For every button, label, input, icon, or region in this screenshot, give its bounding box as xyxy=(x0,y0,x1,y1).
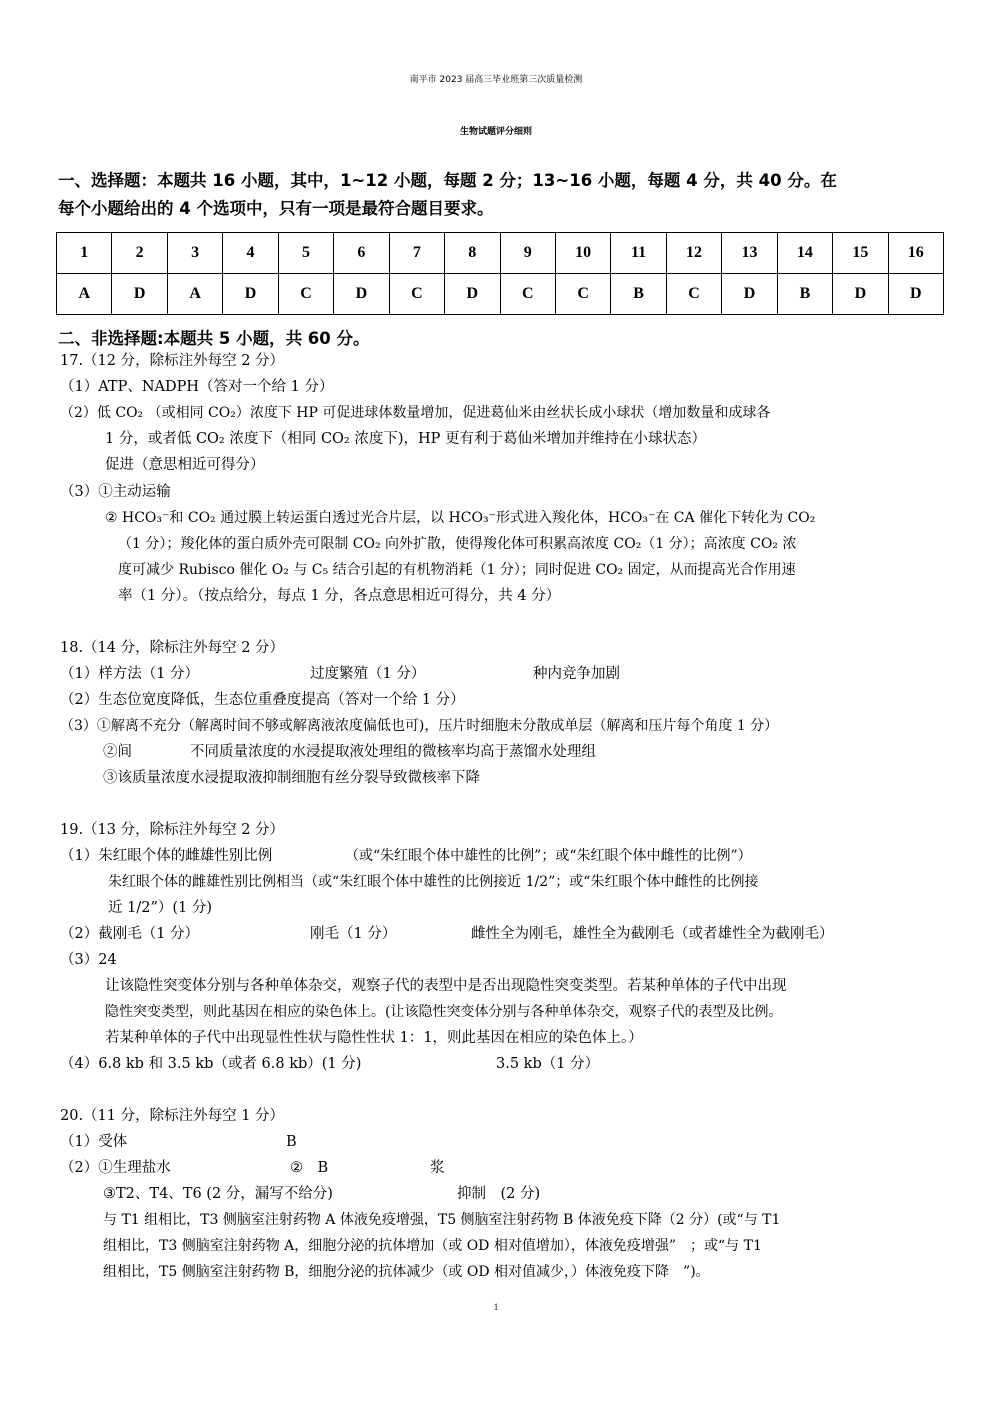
q17-part2-line3: 促进（意思相近可得分） xyxy=(105,457,265,473)
q18-part3-b2: 不同质量浓度的水浸提取液处理组的微核率均高于蒸馏水处理组 xyxy=(190,744,596,760)
question-number-cell: 15 xyxy=(833,233,888,274)
q19-part2-a: （2）截刚毛（1 分） xyxy=(60,926,200,942)
q19-part3-line4: 若某种单体的子代中出现显性性状与隐性性状 1：1，则此基因在相应的染色体上。） xyxy=(105,1030,643,1046)
q18-part1-a: （1）样方法（1 分） xyxy=(60,666,200,682)
q19-part1-a1: （1）朱红眼个体的雌雄性别比例 xyxy=(60,848,273,864)
q20-part1-b: B xyxy=(286,1134,297,1150)
q19-part2-b: 刚毛（1 分） xyxy=(310,926,397,942)
q20-part2-line6: 组相比，T5 侧脑室注射药物 B，细胞分泌的抗体减少（或 OD 相对值减少，）体液免疫下降 ”)。 xyxy=(103,1264,710,1280)
q19-part1-line2: 朱红眼个体的雌雄性别比例相当（或“朱红眼个体中雄性的比例接近 1/2”；或“朱红眼个体中雌性的比例接 xyxy=(108,874,759,890)
answer-cell: D xyxy=(334,274,389,315)
answer-cell: C xyxy=(555,274,610,315)
q18-part2: （2）生态位宽度降低，生态位重叠度提高（答对一个给 1 分） xyxy=(60,692,465,708)
answer-cell: C xyxy=(389,274,444,315)
q19-part2-c: 雌性全为刚毛，雄性全为截刚毛（或者雄性全为截刚毛） xyxy=(471,926,834,942)
q19-part3-a: （3）24 xyxy=(60,952,117,968)
answer-cell: A xyxy=(167,274,222,315)
q17-part1: （1）ATP、NADPH（答对一个给 1 分） xyxy=(60,379,334,395)
answer-cell: D xyxy=(223,274,278,315)
q17-part2-line1: （2）低 CO₂ （或相同 CO₂）浓度下 HP 可促进球体数量增加，促进葛仙米由丝状长成小球状（增加数量和成球各 xyxy=(60,405,771,421)
q20-part2-b: ② B xyxy=(290,1160,329,1176)
section1-line1: 一、选择题：本题共 16 小题，其中，1~12 小题，每题 2 分；13~16 小题，每题 4 分，共 40 分。在 xyxy=(58,171,837,190)
q20-part2-c: 浆 xyxy=(430,1160,445,1176)
document-subtitle: 生物试题评分细则 xyxy=(459,127,532,137)
q17-part2-line2: 1 分，或者低 CO₂ 浓度下（相同 CO₂ 浓度下)，HP 更有利于葛仙米增加并维持在小球状态） xyxy=(105,431,707,447)
q19-part4-a: （4）6.8 kb 和 3.5 kb（或者 6.8 kb）(1 分) xyxy=(60,1056,362,1072)
q19-part3-line2: 让该隐性突变体分别与各种单体杂交，观察子代的表型中是否出现隐性突变类型。若某种单体的子代中出现 xyxy=(105,978,787,994)
answer-cell: C xyxy=(500,274,555,315)
q20-part2-line4: 与 T1 组相比，T3 侧脑室注射药物 A 体液免疫增强，T5 侧脑室注射药物 B 体液免疫下降（2 分）(或“与 T1 xyxy=(103,1212,781,1228)
q17-part3-line2: ② HCO₃⁻和 CO₂ 通过膜上转运蛋白透过光合片层，以 HCO₃⁻形式进入羧化体，HCO₃⁻在 CA 催化下转化为 CO₂ xyxy=(105,510,816,526)
question-number-cell: 12 xyxy=(666,233,721,274)
page-number: 1 xyxy=(493,1302,499,1312)
exam-title: 南平市 2023 届高三毕业班第三次质量检测 xyxy=(409,75,583,85)
answer-cell: D xyxy=(722,274,777,315)
q19-heading: 19.（13 分，除标注外每空 2 分） xyxy=(60,822,285,838)
q20-part1-a: （1）受体 xyxy=(60,1134,128,1150)
question-number-cell: 7 xyxy=(389,233,444,274)
answer-cell: D xyxy=(445,274,500,315)
q18-part1-b: 过度繁殖（1 分） xyxy=(310,666,426,682)
q20-heading: 20.（11 分，除标注外每空 1 分） xyxy=(60,1108,285,1124)
answer-cell: C xyxy=(278,274,333,315)
question-number-cell: 5 xyxy=(278,233,333,274)
answer-table xyxy=(56,232,944,315)
q19-part4-b: 3.5 kb（1 分） xyxy=(496,1056,600,1072)
question-number-cell: 8 xyxy=(445,233,500,274)
section1-line2: 每个小题给出的 4 个选项中，只有一项是最符合题目要求。 xyxy=(58,199,494,218)
answer-cell: B xyxy=(611,274,666,315)
q19-part1-a2: （或“朱红眼个体中雄性的比例”；或“朱红眼个体中雌性的比例”） xyxy=(345,848,752,864)
q18-part3-line1: （3）①解离不充分（解离时间不够或解离液浓度偏低也可)，压片时细胞未分散成单层（解离和压片每个角度 1 分） xyxy=(60,718,779,734)
answer-table-answer-row xyxy=(57,274,944,315)
answer-cell: A xyxy=(57,274,112,315)
q17-part3-line3: （1 分）；羧化体的蛋白质外壳可限制 CO₂ 向外扩散，使得羧化体可积累高浓度 CO₂（1 分）；高浓度 CO₂ 浓 xyxy=(118,536,797,552)
answer-cell: D xyxy=(833,274,888,315)
question-number-cell: 4 xyxy=(223,233,278,274)
answer-table-number-row xyxy=(57,233,944,274)
answer-cell: D xyxy=(112,274,167,315)
q17-part3-line1: （3）①主动运输 xyxy=(60,484,171,500)
question-number-cell: 9 xyxy=(500,233,555,274)
q19-part1-line3: 近 1/2”）(1 分) xyxy=(108,900,213,916)
q19-part3-line3: 隐性突变类型，则此基因在相应的染色体上。(让该隐性突变体分别与各种单体杂交，观察子代的表型及比例。 xyxy=(105,1004,783,1020)
q20-part2-a: （2）①生理盐水 xyxy=(60,1160,171,1176)
q18-part3-line3: ③该质量浓度水浸提取液抑制细胞有丝分裂导致微核率下降 xyxy=(103,770,480,786)
answer-cell: D xyxy=(888,274,943,315)
question-number-cell: 2 xyxy=(112,233,167,274)
question-number-cell: 6 xyxy=(334,233,389,274)
section2-heading: 二、非选择题:本题共 5 小题，共 60 分。 xyxy=(58,329,370,348)
question-number-cell: 16 xyxy=(888,233,943,274)
question-number-cell: 11 xyxy=(611,233,666,274)
question-number-cell: 14 xyxy=(777,233,832,274)
answer-cell: C xyxy=(666,274,721,315)
q20-part2-d: ③T2、T4、T6 (2 分，漏写不给分) xyxy=(103,1186,333,1202)
q18-heading: 18.（14 分，除标注外每空 2 分） xyxy=(60,640,285,656)
question-number-cell: 13 xyxy=(722,233,777,274)
question-number-cell: 10 xyxy=(555,233,610,274)
q20-part2-e: 抑制 (2 分) xyxy=(457,1186,541,1202)
q17-part3-line4: 度可减少 Rubisco 催化 O₂ 与 C₅ 结合引起的有机物消耗（1 分）；同时促进 CO₂ 固定，从而提高光合作用速 xyxy=(118,562,796,578)
q18-part1-c: 种内竞争加剧 xyxy=(533,666,620,682)
q20-part2-line5: 组相比，T3 侧脑室注射药物 A，细胞分泌的抗体增加（或 OD 相对值增加），体液免疫增强” ；或“与 T1 xyxy=(103,1238,762,1254)
question-number-cell: 1 xyxy=(57,233,112,274)
answer-cell: B xyxy=(777,274,832,315)
q17-heading: 17.（12 分，除标注外每空 2 分） xyxy=(60,353,285,369)
q17-part3-line5: 率（1 分）。（按点给分，每点 1 分，各点意思相近可得分，共 4 分） xyxy=(118,588,561,604)
question-number-cell: 3 xyxy=(167,233,222,274)
q18-part3-b1: ②间 xyxy=(103,744,132,760)
